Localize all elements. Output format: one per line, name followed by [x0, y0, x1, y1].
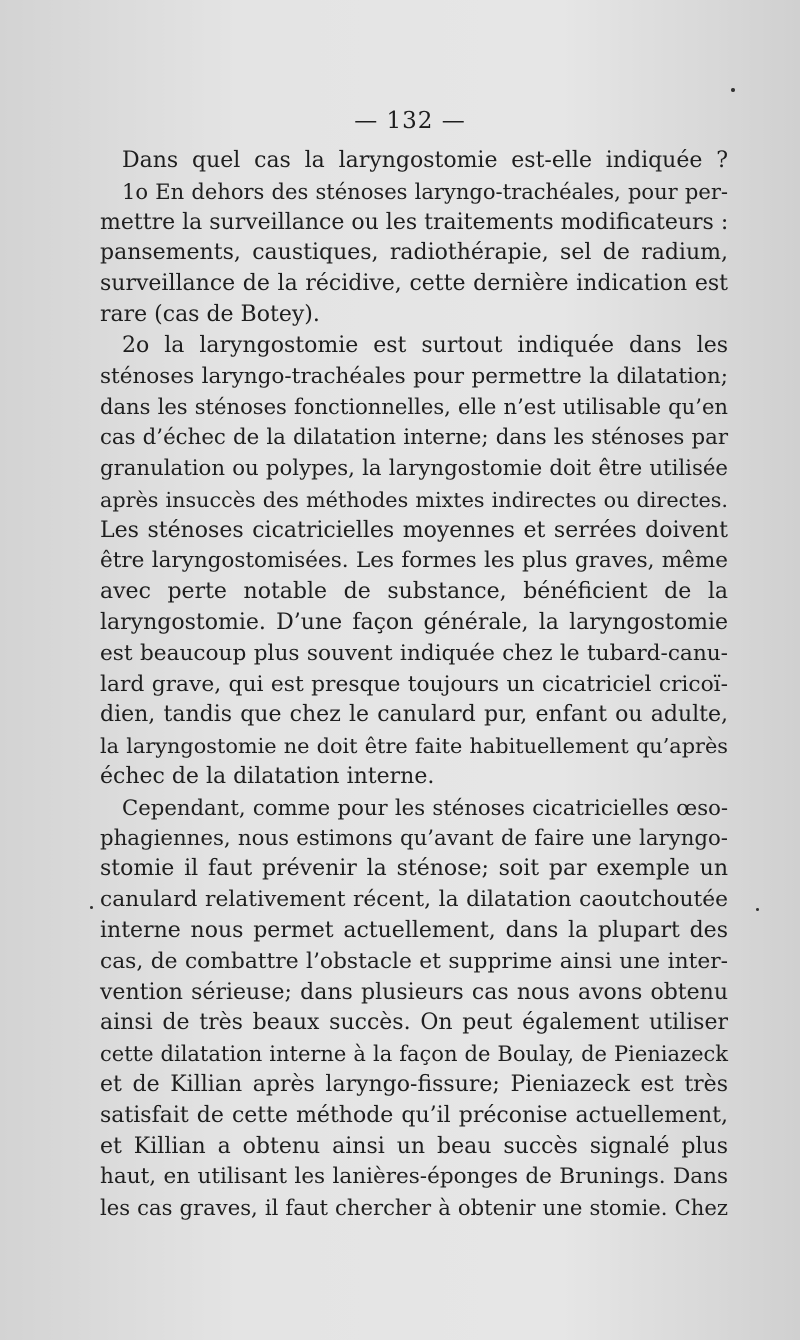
text-line: pansements, caustiques, radiothérapie, sel de radium,: [100, 240, 728, 266]
text-line: être laryngostomisées. Les formes les plus graves, même: [100, 548, 728, 574]
text-line: les cas graves, il faut chercher à obtenir une stomie. Chez: [100, 1195, 728, 1221]
text-line: cas, de combattre l’obstacle et supprime ainsi une inter-: [100, 948, 728, 974]
text-line: granulation ou polypes, la laryngostomie doit être utilisée: [100, 455, 728, 481]
text-line: avec perte notable de substance, bénéficient de la: [100, 579, 728, 605]
text-line: canulard relativement récent, la dilatation caoutchoutée: [100, 887, 728, 913]
print-speck: [756, 908, 759, 911]
text-line: phagiennes, nous estimons qu’avant de faire une laryngo-: [100, 825, 728, 851]
text-line: Dans quel cas la laryngostomie est-elle indiquée ?: [122, 148, 728, 173]
body-text: [100, 146, 728, 1224]
text-line: rare (cas de Botey).: [100, 301, 320, 327]
text-line: est beaucoup plus souvent indiquée chez le tubard-canu-: [100, 640, 728, 666]
text-line: sténoses laryngo-trachéales pour permettre la dilatation;: [100, 363, 728, 389]
text-line: et de Killian après laryngo-fissure; Pieniazeck est très: [100, 1071, 728, 1097]
text-line: laryngostomie. D’une façon générale, la laryngostomie: [100, 609, 728, 635]
text-line: lard grave, qui est presque toujours un cicatriciel cricoï-: [100, 671, 728, 697]
text-line: dans les sténoses fonctionnelles, elle n’est utilisable qu’en: [100, 394, 728, 420]
text-line: Les sténoses cicatricielles moyennes et serrées doivent: [100, 517, 728, 543]
text-line: interne nous permet actuellement, dans la plupart des: [100, 917, 728, 943]
text-line: 1o En dehors des sténoses laryngo-trachéales, pour per-: [122, 178, 728, 204]
text-line: surveillance de la récidive, cette dernière indication est: [100, 271, 728, 297]
text-line: échec de la dilatation interne.: [100, 763, 435, 789]
text-line: satisfait de cette méthode qu’il préconise actuellement,: [100, 1102, 728, 1128]
text-line: vention sérieuse; dans plusieurs cas nous avons obtenu: [100, 979, 728, 1005]
text-line: la laryngostomie ne doit être faite habituellement qu’après: [100, 734, 728, 759]
text-line: et Killian a obtenu ainsi un beau succès signalé plus: [100, 1133, 728, 1159]
text-line: stomie il faut prévenir la sténose; soit par exemple un: [100, 856, 728, 882]
page-number: — 132 —: [354, 108, 466, 134]
text-line: mettre la surveillance ou les traitements modificateurs :: [100, 209, 729, 235]
text-line: Cependant, comme pour les sténoses cicatricielles œso-: [122, 794, 728, 820]
print-speck: [731, 88, 735, 92]
text-line: cas d’échec de la dilatation interne; dans les sténoses par: [100, 425, 728, 451]
text-line: dien, tandis que chez le canulard pur, enfant ou adulte,: [100, 702, 728, 728]
print-speck: [90, 906, 93, 909]
text-line: haut, en utilisant les lanières-éponges de Brunings. Dans: [100, 1164, 728, 1190]
text-line: 2o la laryngostomie est surtout indiquée dans les: [122, 332, 728, 358]
text-line: cette dilatation interne à la façon de Boulay, de Pieniazeck: [100, 1041, 728, 1067]
text-line: après insuccès des méthodes mixtes indirectes ou directes.: [100, 487, 728, 512]
text-line: ainsi de très beaux succès. On peut également utiliser: [100, 1010, 728, 1036]
